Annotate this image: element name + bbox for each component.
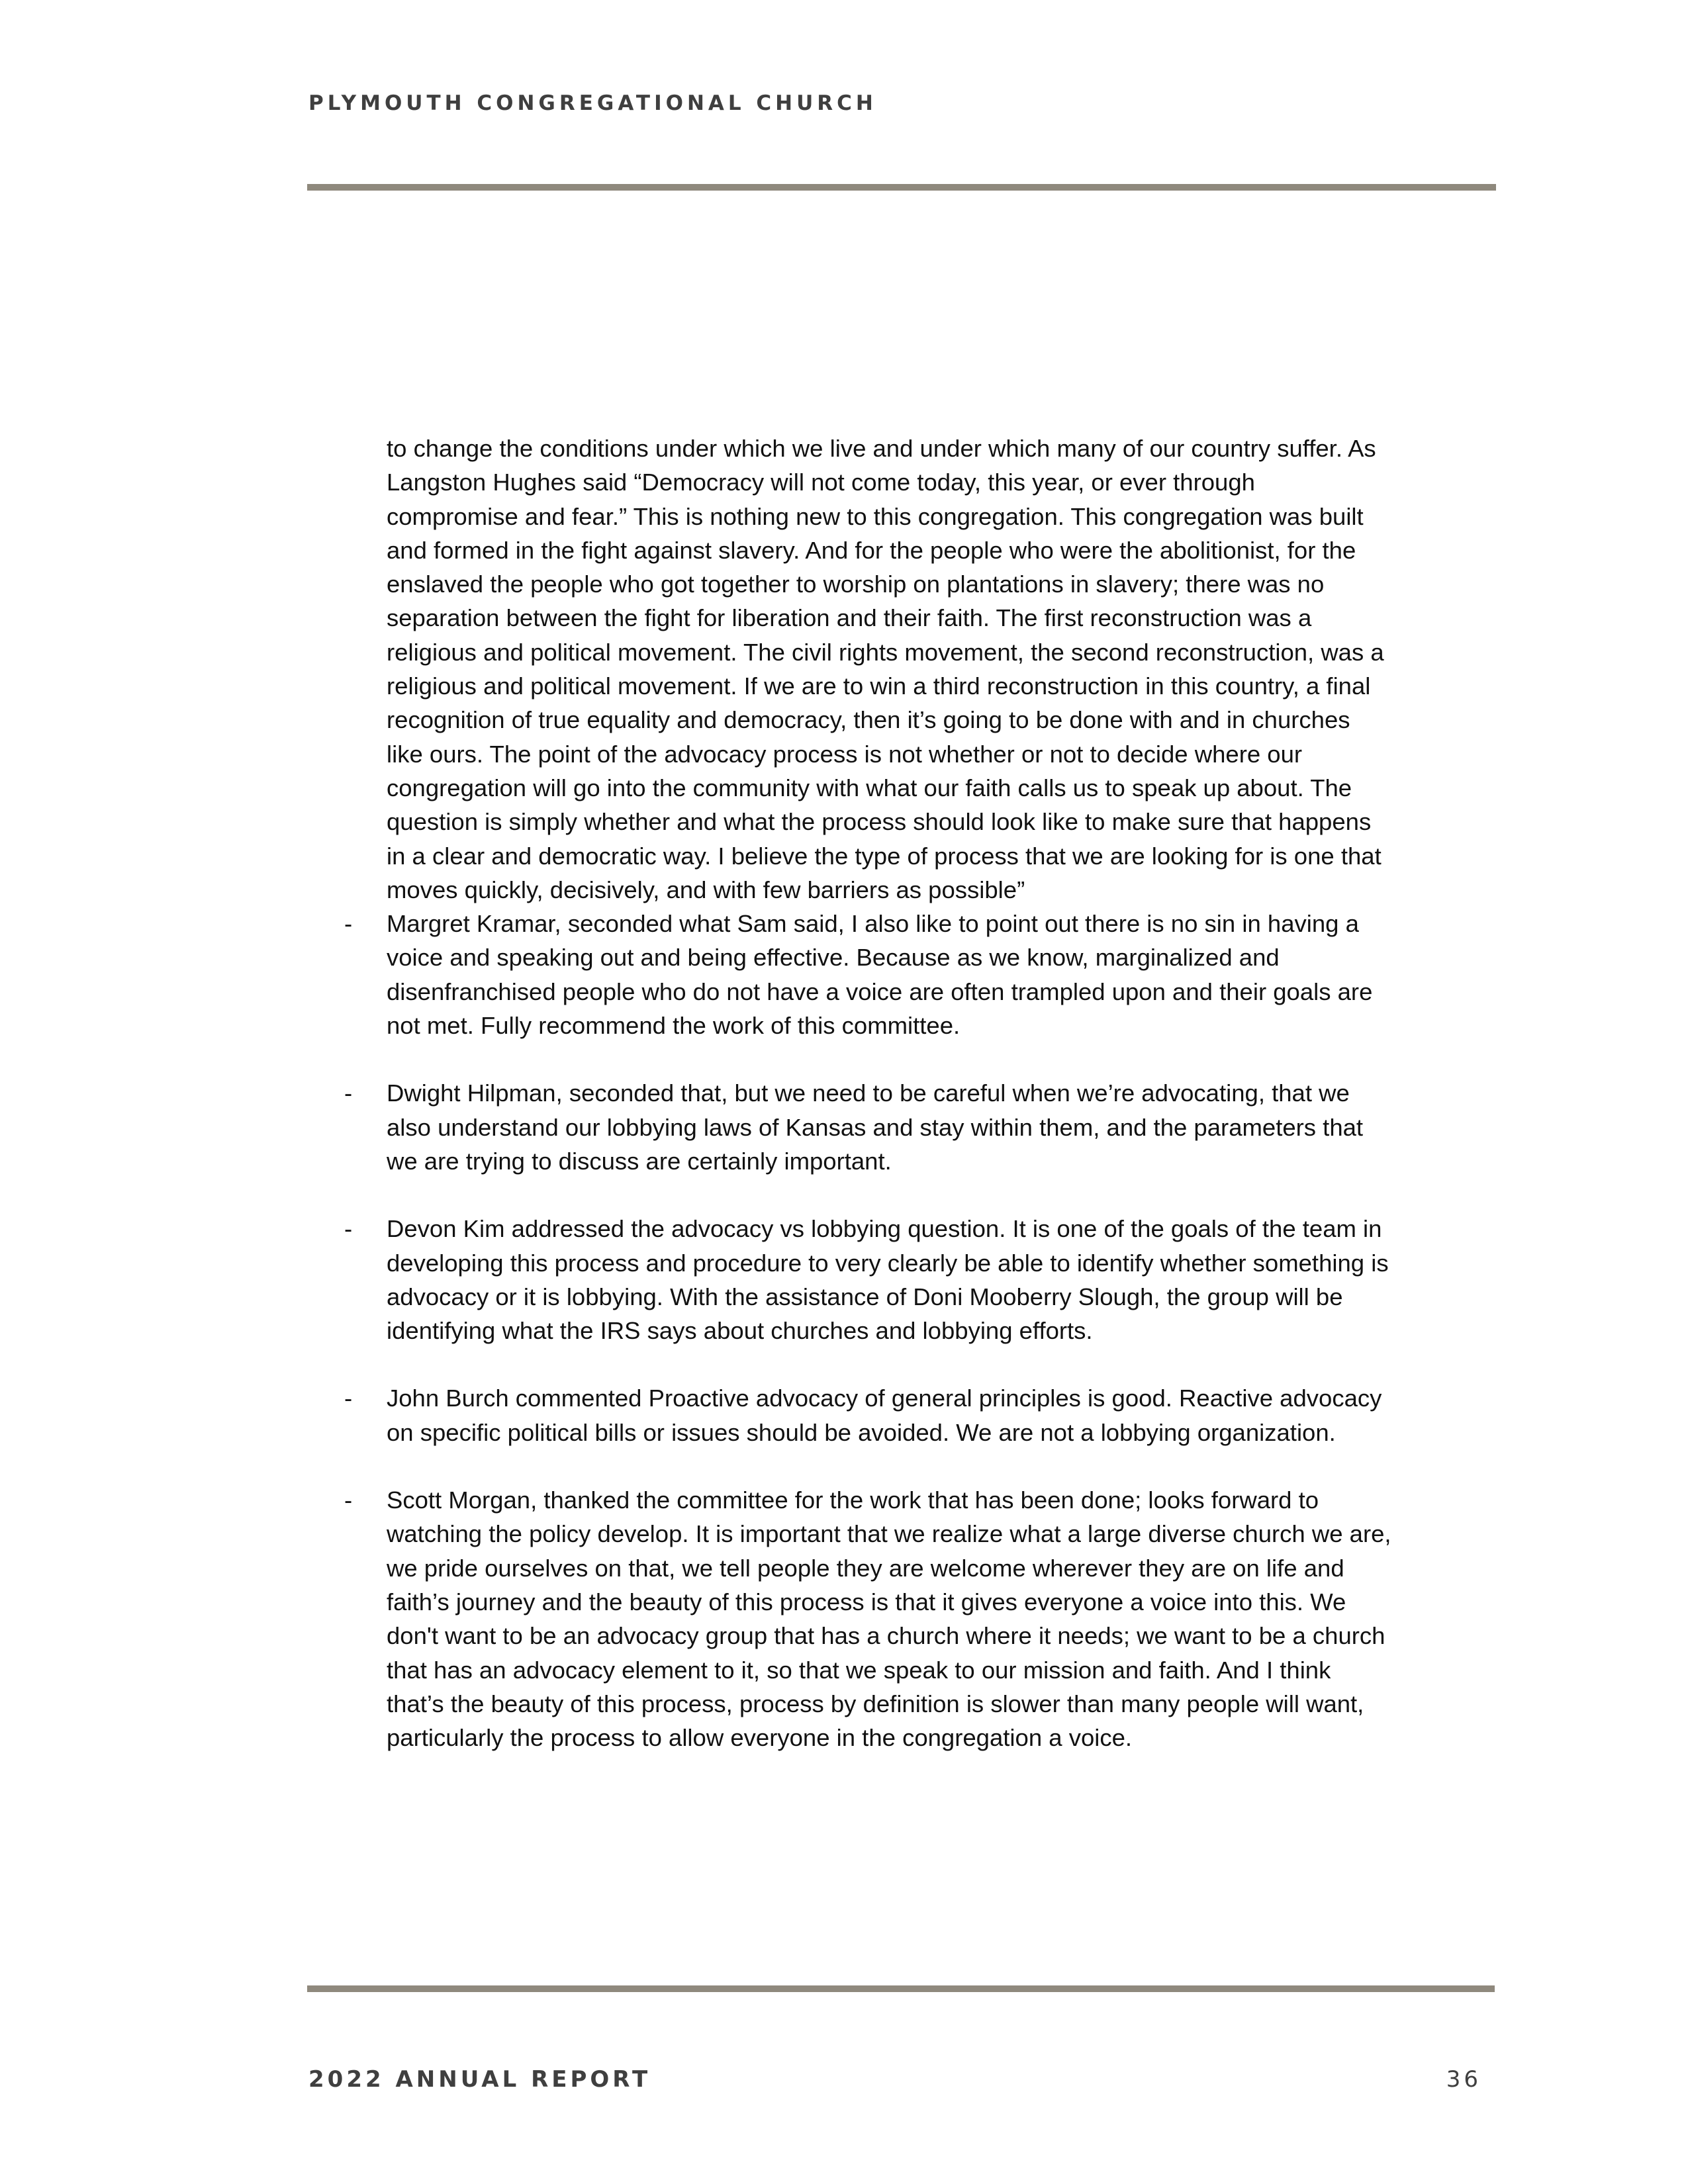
footer-divider [307,1985,1495,1992]
page-number: 36 [1446,2066,1481,2093]
list-item [344,1381,1393,1449]
intro-paragraph: to change the conditions under which we live and under which many of our country suffer. As Langston Hughes said “Democracy will not come today, this year, or ever through compromise and fear.” This is nothing new to this congregation. This congregation was built and formed in the fight against slavery. And for the people who were the abolitionist, for the enslaved the people who got together to worship on plantations in slavery; there was no separation between the fight for liberation and their faith. The first reconstruction was a religious and political movement. The civil rights movement, the second reconstruction, was a religious and political movement. If we are to win a third reconstruction in this country, a final recognition of true equality and democracy, then it’s going to be done with and in churches like ours. The point of the advocacy process is not whether or not to decide where our congregation will go into the community with what our faith calls us to speak up about. The question is simply whether and what the process should look like to make sure that happens in a clear and democratic way. I believe the type of process that we are looking for is one that moves quickly, decisively, and with few barriers as possible” [387,435,1384,903]
header-title: PLYMOUTH CONGREGATIONAL CHURCH [308,91,877,115]
comment-text: Margret Kramar, seconded what Sam said, I also like to point out there is no sin in having a voice and speaking out and being effective. Because as we know, marginalized and disenfranchised people who do not have a voice are often trampled upon and their goals are not met. Fully recommend the work of this committee. [387,910,1373,1040]
list-item [344,907,1393,1042]
bullet-dash: - [344,1215,353,1243]
bullet-dash: - [344,1486,353,1514]
bullet-dash: - [344,1385,353,1412]
comment-text: Dwight Hilpman, seconded that, but we need to be careful when we’re advocating, that we also understand our lobbying laws of Kansas and stay within them, and the parameters that we are trying to discuss are certainly important. [387,1079,1364,1175]
list-item [344,1212,1393,1347]
header-divider [307,184,1496,191]
list-item [344,1076,1393,1178]
minutes-content [344,432,1393,1754]
footer-title: 2022 ANNUAL REPORT [308,2066,651,2093]
comment-text: John Burch commented Proactive advocacy of general principles is good. Reactive advocacy on specific political bills or issues should be avoided. We are not a lobbying organization. [387,1385,1382,1446]
list-item [344,1483,1393,1754]
comment-text: Devon Kim addressed the advocacy vs lobbying question. It is one of the goals of the team in developing this process and procedure to very clearly be able to identify whether something is advocacy or it is lobbying. With the assistance of Doni Mooberry Slough, the group will be identifying what the IRS says about churches and lobbying efforts. [387,1215,1389,1345]
comment-list [344,907,1393,1754]
bullet-dash: - [344,910,353,938]
comment-text: Scott Morgan, thanked the committee for the work that has been done; looks forward to watching the policy develop. It is important that we realize what a large diverse church we are, we pride ourselves on that, we tell people they are welcome wherever they are on life and faith’s journey and the beauty of this process is that it gives everyone a voice into this. We don't want to be an advocacy group that has a church where it needs; we want to be a church that has an advocacy element to it, so that we speak to our mission and faith. And I think that’s the beauty of this process, process by definition is slower than many people will want, particularly the process to allow everyone in the congregation a voice. [387,1486,1391,1752]
bullet-dash: - [344,1079,353,1107]
